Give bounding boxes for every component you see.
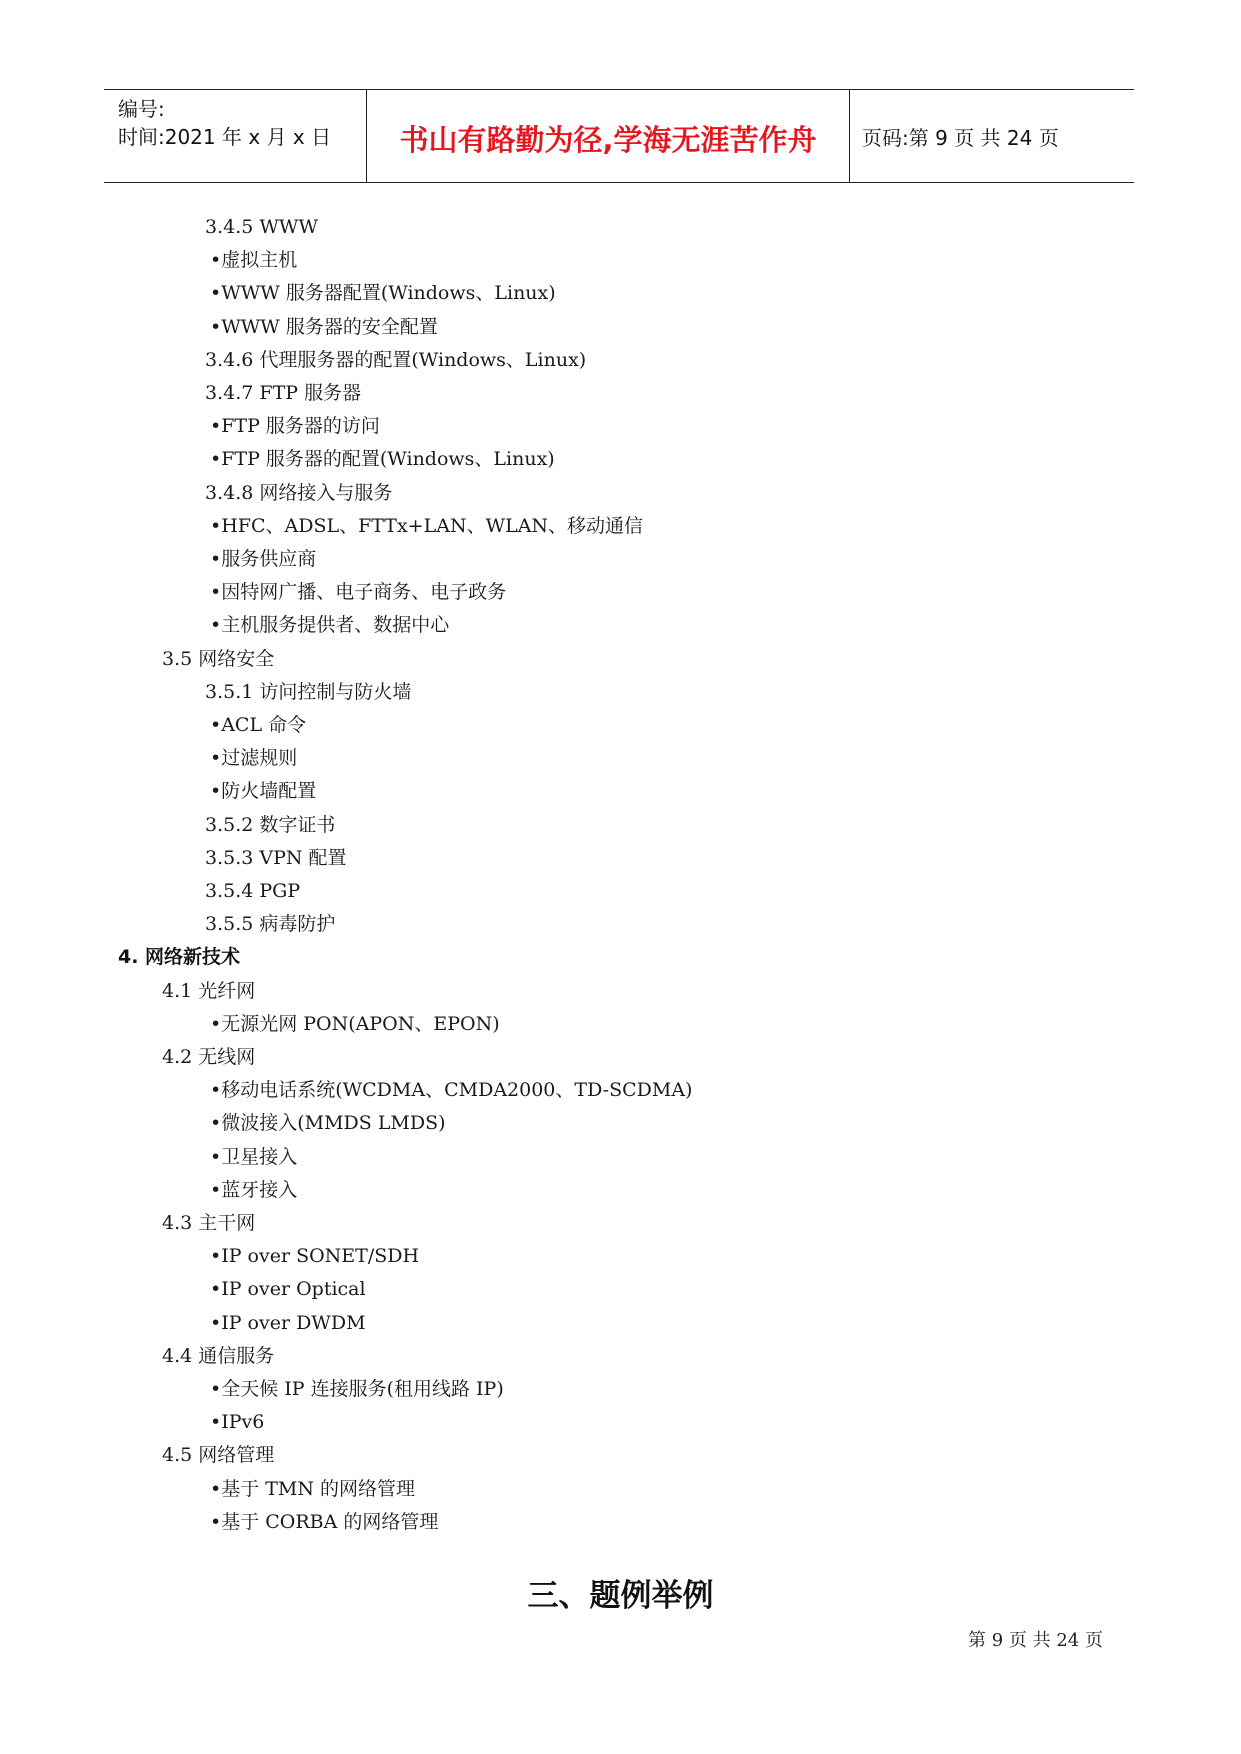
document-number-label: 编号: [118, 97, 165, 121]
outline-bullet-item: •基于 CORBA 的网络管理 [210, 1510, 439, 1533]
outline-bullet-item: •虚拟主机 [210, 249, 298, 272]
outline-bullet-item: •主机服务提供者、数据中心 [210, 614, 450, 637]
header-page-info: 页码:第 9 页 共 24 页 [862, 126, 1059, 150]
outline-bullet-item: •HFC、ADSL、FTTx+LAN、WLAN、移动通信 [210, 514, 644, 537]
motto-text: 书山有路勤为径,学海无涯苦作舟 [399, 123, 817, 157]
outline-bullet-item: •蓝牙接入 [210, 1178, 298, 1201]
outline-bullet-item: •IP over DWDM [210, 1311, 366, 1334]
outline-subheading: 4.4 通信服务 [162, 1344, 275, 1367]
outline-bullet-item: •服务供应商 [210, 548, 317, 570]
outline-bullet-item: •IP over Optical [210, 1278, 366, 1301]
outline-subheading: 3.5.5 病毒防护 [205, 913, 336, 936]
page-header [104, 89, 1134, 183]
outline-subheading: 4.3 主干网 [162, 1212, 256, 1234]
outline-subheading: 3.4.8 网络接入与服务 [205, 481, 393, 504]
outline-subheading: 3.4.7 FTP 服务器 [205, 382, 362, 404]
header-page-cell [850, 90, 1134, 182]
outline-bullet-item: •ACL 命令 [210, 714, 307, 736]
outline-bullet-item: •IP over SONET/SDH [210, 1245, 420, 1268]
outline-bullet-item: •因特网广播、电子商务、电子政务 [210, 581, 507, 604]
outline-bullet-item: •防火墙配置 [210, 780, 317, 803]
outline-bullet-item: •移动电话系统(WCDMA、CMDA2000、TD-SCDMA) [210, 1079, 693, 1102]
header-motto-cell [367, 90, 850, 182]
outline-bullet-item: •全天候 IP 连接服务(租用线路 IP) [210, 1378, 504, 1400]
outline-bullet-item: •FTP 服务器的配置(Windows、Linux) [210, 448, 555, 471]
outline-subheading: 3.5 网络安全 [162, 647, 275, 670]
outline-heading: 4. 网络新技术 [118, 946, 241, 969]
outline-subheading: 4.5 网络管理 [162, 1444, 275, 1467]
outline-bullet-item: •FTP 服务器的访问 [210, 415, 380, 438]
outline-bullet-item: •过滤规则 [210, 747, 298, 770]
header-meta-cell [104, 90, 367, 182]
outline-subheading: 3.4.6 代理服务器的配置(Windows、Linux) [205, 348, 587, 371]
outline-subheading: 3.4.5 WWW [205, 216, 318, 238]
document-time-label: 时间:2021 年 x 月 x 日 [118, 125, 332, 149]
outline-bullet-item: •微波接入(MMDS LMDS) [210, 1112, 446, 1135]
outline-bullet-item: •IPv6 [210, 1411, 265, 1434]
outline-bullet-item: •WWW 服务器配置(Windows、Linux) [210, 282, 556, 305]
outline-subheading: 3.5.1 访问控制与防火墙 [205, 680, 412, 703]
outline-bullet-item: •卫星接入 [210, 1145, 298, 1168]
outline-subheading: 3.5.2 数字证书 [205, 813, 336, 836]
section-title: 三、题例举例 [527, 1578, 714, 1614]
outline-subheading: 3.5.3 VPN 配置 [205, 846, 347, 869]
outline-subheading: 3.5.4 PGP [205, 880, 301, 902]
outline-bullet-item: •WWW 服务器的安全配置 [210, 315, 438, 338]
outline-bullet-item: •无源光网 PON(APON、EPON) [210, 1012, 500, 1035]
outline-subheading: 4.1 光纤网 [162, 979, 256, 1002]
page-footer: 第 9 页 共 24 页 [968, 1630, 1103, 1651]
outline-subheading: 4.2 无线网 [162, 1046, 256, 1068]
outline-bullet-item: •基于 TMN 的网络管理 [210, 1477, 416, 1500]
